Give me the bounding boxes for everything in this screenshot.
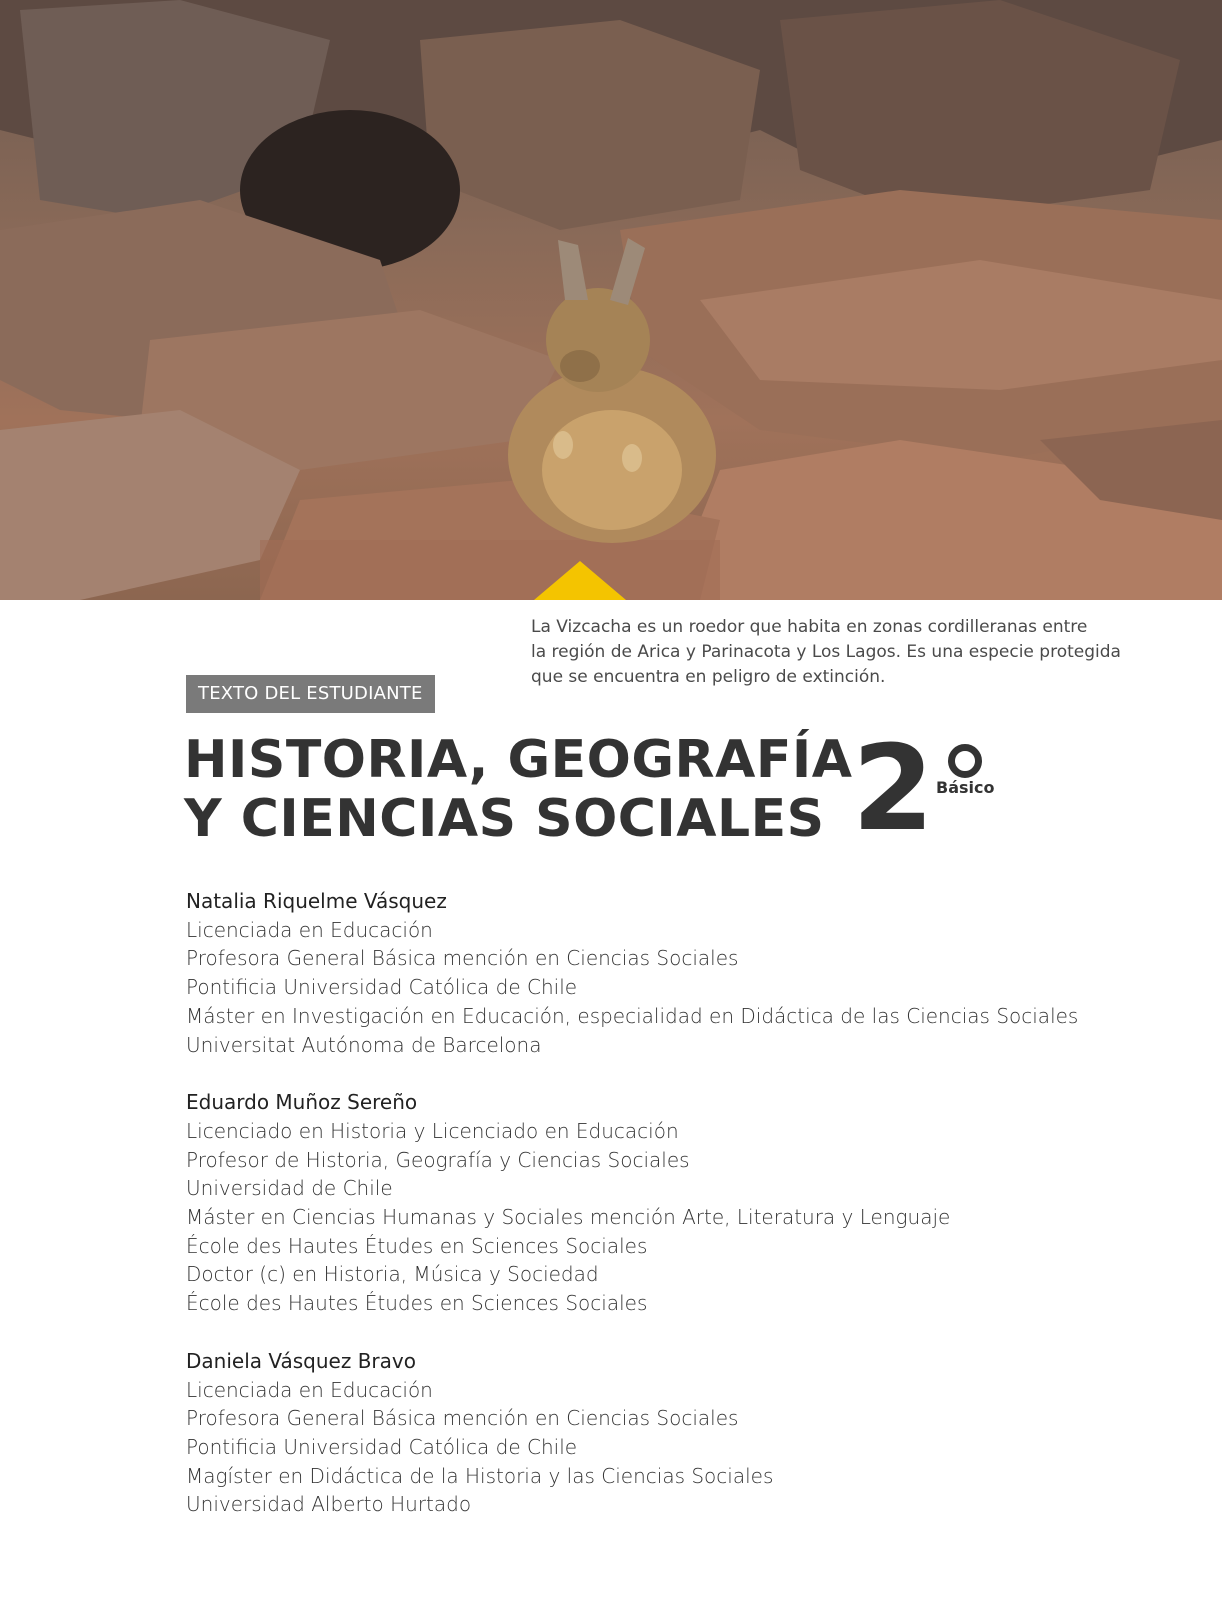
authors-list [186, 887, 1086, 1548]
caption-line: La Vizcacha es un roedor que habita en zonas cordilleranas entre [531, 617, 1088, 637]
author-name: Natalia Riquelme Vásquez [186, 889, 447, 913]
author-name: Eduardo Muñoz Sereño [186, 1090, 418, 1115]
author-credential: Licenciada en Educación [186, 917, 433, 942]
author-credential: Magíster en Didáctica de la Historia y las Ciencias Sociales [186, 1463, 774, 1488]
vizcacha-photo-illustration [0, 0, 1222, 600]
caption-line: que se encuentra en peligro de extinción. [531, 667, 886, 687]
title-line-1: HISTORIA, GEOGRAFÍA [184, 730, 853, 790]
author-credential: Pontificia Universidad Católica de Chile [186, 975, 578, 1000]
author-credential: Profesora General Básica mención en Ciencias Sociales [186, 1406, 739, 1431]
author-block [186, 1347, 1086, 1519]
photo-caption [531, 615, 1171, 690]
author-block [186, 1088, 1086, 1318]
cover-photo [0, 0, 1222, 600]
student-text-badge: TEXTO DEL ESTUDIANTE [186, 675, 435, 713]
author-credential: École des Hautes Études en Sciences Sociales [186, 1291, 648, 1316]
author-credential: École des Hautes Études en Sciences Sociales [186, 1233, 648, 1258]
grade-number: 2 [852, 719, 935, 857]
author-credential: Profesora General Básica mención en Ciencias Sociales [186, 946, 739, 971]
author-credential: Máster en Investigación en Educación, especialidad en Didáctica de las Ciencias Sociales [186, 1003, 1079, 1028]
author-credential: Universitat Autónoma de Barcelona [186, 1032, 542, 1057]
author-credential: Doctor (c) en Historia, Música y Sociedad [186, 1262, 599, 1287]
caption-line: la región de Arica y Parinacota y Los Lagos. Es una especie protegida [531, 642, 1121, 662]
author-block [186, 887, 1086, 1059]
author-credential: Universidad de Chile [186, 1176, 393, 1201]
title-line-2: Y CIENCIAS SOCIALES [184, 789, 825, 849]
accent-triangle [534, 561, 626, 600]
author-credential: Licenciado en Historia y Licenciado en Educación [186, 1118, 679, 1143]
author-name: Daniela Vásquez Bravo [186, 1348, 416, 1373]
author-credential: Pontificia Universidad Católica de Chile [186, 1434, 578, 1459]
author-credential: Profesor de Historia, Geografía y Ciencias Sociales [186, 1147, 690, 1172]
author-credential: Licenciada en Educación [186, 1377, 433, 1402]
author-credential: Máster en Ciencias Humanas y Sociales mención Arte, Literatura y Lenguaje [186, 1205, 951, 1230]
author-credential: Universidad Alberto Hurtado [186, 1492, 472, 1517]
ordinal-indicator-icon [948, 744, 982, 778]
book-title [184, 730, 853, 849]
grade-level: Básico [936, 778, 995, 797]
